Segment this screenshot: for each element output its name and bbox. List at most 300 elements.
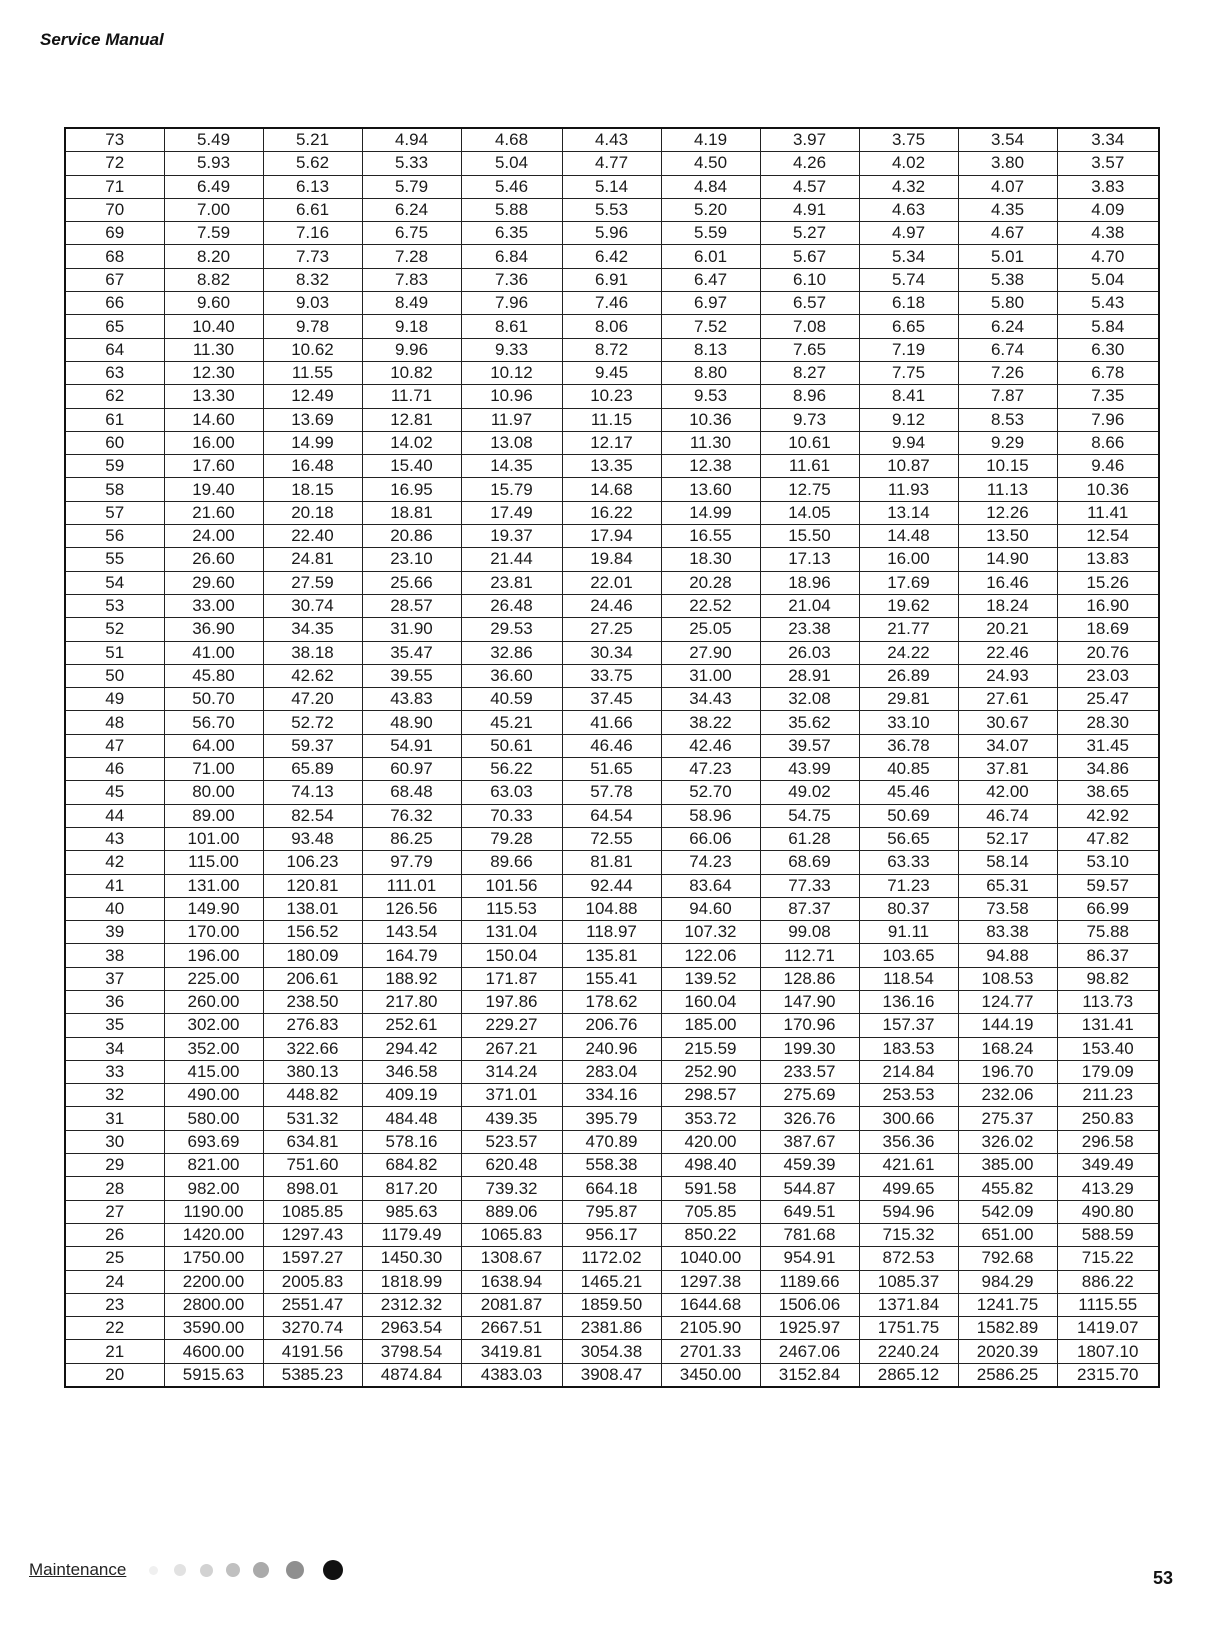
table-cell-value: 352.00	[164, 1037, 263, 1060]
table-cell-value: 544.87	[760, 1177, 859, 1200]
table-row	[65, 1107, 1159, 1130]
table-cell-value: 4.67	[958, 222, 1057, 245]
table-cell-value: 107.32	[661, 921, 760, 944]
table-cell-value: 22.46	[958, 641, 1057, 664]
table-row	[65, 664, 1159, 687]
table-row	[65, 944, 1159, 967]
table-cell-value: 7.75	[859, 361, 958, 384]
table-cell-value: 39.55	[362, 664, 461, 687]
table-cell-value: 27.25	[562, 618, 661, 641]
table-cell-value: 15.50	[760, 525, 859, 548]
table-cell-value: 37.45	[562, 688, 661, 711]
table-row	[65, 548, 1159, 571]
table-cell-value: 1297.43	[263, 1223, 362, 1246]
table-cell-value: 12.17	[562, 431, 661, 454]
table-cell-value: 6.91	[562, 268, 661, 291]
table-cell-value: 124.77	[958, 990, 1057, 1013]
table-cell-value: 17.49	[461, 501, 562, 524]
table-cell-value: 22.01	[562, 571, 661, 594]
table-cell-value: 817.20	[362, 1177, 461, 1200]
table-cell-value: 420.00	[661, 1130, 760, 1153]
table-cell-value: 10.36	[1057, 478, 1159, 501]
table-cell-value: 886.22	[1057, 1270, 1159, 1293]
table-cell-value: 898.01	[263, 1177, 362, 1200]
table-cell-value: 956.17	[562, 1223, 661, 1246]
table-cell-value: 21.04	[760, 594, 859, 617]
table-cell-value: 12.38	[661, 455, 760, 478]
table-cell-value: 4191.56	[263, 1340, 362, 1363]
table-cell-value: 12.81	[362, 408, 461, 431]
table-cell-value: 6.57	[760, 292, 859, 315]
table-cell-value: 283.04	[562, 1060, 661, 1083]
table-cell-value: 4.38	[1057, 222, 1159, 245]
table-cell-value: 387.67	[760, 1130, 859, 1153]
table-cell-value: 27.90	[661, 641, 760, 664]
table-row	[65, 455, 1159, 478]
table-cell-value: 334.16	[562, 1084, 661, 1107]
table-cell-value: 15.40	[362, 455, 461, 478]
table-cell-value: 6.65	[859, 315, 958, 338]
table-cell-value: 115.00	[164, 851, 263, 874]
table-cell-value: 65.31	[958, 874, 1057, 897]
table-cell-value: 63.03	[461, 781, 562, 804]
table-cell-value: 1807.10	[1057, 1340, 1159, 1363]
maintenance-section-link[interactable]: Maintenance	[29, 1560, 127, 1579]
table-cell-temperature: 54	[65, 571, 164, 594]
table-cell-value: 5.74	[859, 268, 958, 291]
table-cell-value: 70.33	[461, 804, 562, 827]
table-cell-value: 144.19	[958, 1014, 1057, 1037]
table-cell-value: 346.58	[362, 1060, 461, 1083]
table-cell-temperature: 57	[65, 501, 164, 524]
table-cell-temperature: 67	[65, 268, 164, 291]
table-cell-value: 5.38	[958, 268, 1057, 291]
table-cell-value: 9.73	[760, 408, 859, 431]
table-cell-value: 86.37	[1057, 944, 1159, 967]
table-row	[65, 525, 1159, 548]
table-cell-value: 484.48	[362, 1107, 461, 1130]
table-cell-value: 58.96	[661, 804, 760, 827]
table-cell-value: 3.57	[1057, 152, 1159, 175]
table-cell-value: 71.23	[859, 874, 958, 897]
table-cell-value: 651.00	[958, 1223, 1057, 1246]
table-cell-value: 1597.27	[263, 1247, 362, 1270]
table-cell-temperature: 72	[65, 152, 164, 175]
progress-dot-icon	[149, 1566, 158, 1575]
table-cell-value: 455.82	[958, 1177, 1057, 1200]
table-cell-value: 12.30	[164, 361, 263, 384]
table-cell-value: 7.59	[164, 222, 263, 245]
table-cell-value: 954.91	[760, 1247, 859, 1270]
table-cell-value: 580.00	[164, 1107, 263, 1130]
table-cell-value: 11.13	[958, 478, 1057, 501]
table-cell-value: 17.94	[562, 525, 661, 548]
table-row	[65, 1177, 1159, 1200]
table-cell-value: 71.00	[164, 758, 263, 781]
table-cell-value: 188.92	[362, 967, 461, 990]
table-cell-value: 7.28	[362, 245, 461, 268]
table-cell-value: 12.26	[958, 501, 1057, 524]
table-cell-temperature: 36	[65, 990, 164, 1013]
table-cell-temperature: 52	[65, 618, 164, 641]
table-cell-value: 31.00	[661, 664, 760, 687]
table-cell-value: 36.90	[164, 618, 263, 641]
table-cell-value: 5.67	[760, 245, 859, 268]
table-cell-value: 18.81	[362, 501, 461, 524]
table-cell-value: 6.47	[661, 268, 760, 291]
table-cell-value: 8.32	[263, 268, 362, 291]
table-cell-value: 591.58	[661, 1177, 760, 1200]
table-cell-value: 199.30	[760, 1037, 859, 1060]
table-cell-value: 715.32	[859, 1223, 958, 1246]
table-cell-value: 24.46	[562, 594, 661, 617]
table-cell-value: 76.32	[362, 804, 461, 827]
table-cell-temperature: 62	[65, 385, 164, 408]
table-cell-value: 715.22	[1057, 1247, 1159, 1270]
table-cell-value: 232.06	[958, 1084, 1057, 1107]
table-cell-value: 179.09	[1057, 1060, 1159, 1083]
table-cell-value: 490.80	[1057, 1200, 1159, 1223]
table-cell-value: 68.48	[362, 781, 461, 804]
table-cell-value: 7.08	[760, 315, 859, 338]
table-cell-value: 9.96	[362, 338, 461, 361]
table-cell-value: 8.13	[661, 338, 760, 361]
table-cell-value: 4.94	[362, 128, 461, 152]
table-cell-value: 3798.54	[362, 1340, 461, 1363]
table-cell-value: 2105.90	[661, 1317, 760, 1340]
table-cell-value: 34.35	[263, 618, 362, 641]
table-cell-value: 211.23	[1057, 1084, 1159, 1107]
table-cell-temperature: 35	[65, 1014, 164, 1037]
table-cell-value: 14.35	[461, 455, 562, 478]
table-cell-value: 23.10	[362, 548, 461, 571]
table-cell-value: 16.22	[562, 501, 661, 524]
table-cell-value: 252.90	[661, 1060, 760, 1083]
table-row	[65, 734, 1159, 757]
table-row	[65, 1340, 1159, 1363]
table-cell-value: 77.33	[760, 874, 859, 897]
table-cell-value: 1582.89	[958, 1317, 1057, 1340]
table-cell-value: 155.41	[562, 967, 661, 990]
table-cell-value: 1420.00	[164, 1223, 263, 1246]
table-cell-value: 11.41	[1057, 501, 1159, 524]
table-row	[65, 1154, 1159, 1177]
table-cell-value: 72.55	[562, 827, 661, 850]
table-cell-value: 29.60	[164, 571, 263, 594]
table-cell-value: 781.68	[760, 1223, 859, 1246]
table-cell-value: 131.41	[1057, 1014, 1159, 1037]
table-cell-value: 5.21	[263, 128, 362, 152]
table-cell-value: 8.61	[461, 315, 562, 338]
table-cell-value: 594.96	[859, 1200, 958, 1223]
table-cell-value: 113.73	[1057, 990, 1159, 1013]
table-cell-value: 38.65	[1057, 781, 1159, 804]
table-cell-value: 120.81	[263, 874, 362, 897]
table-cell-value: 27.61	[958, 688, 1057, 711]
table-cell-value: 4.50	[661, 152, 760, 175]
table-cell-value: 1465.21	[562, 1270, 661, 1293]
table-cell-value: 1241.75	[958, 1293, 1057, 1316]
table-cell-value: 28.57	[362, 594, 461, 617]
table-cell-value: 66.99	[1057, 897, 1159, 920]
page-number: 53	[1153, 1568, 1174, 1588]
table-cell-value: 649.51	[760, 1200, 859, 1223]
table-cell-value: 46.46	[562, 734, 661, 757]
table-cell-value: 7.52	[661, 315, 760, 338]
table-cell-value: 64.00	[164, 734, 263, 757]
table-cell-value: 5.27	[760, 222, 859, 245]
table-cell-value: 4.26	[760, 152, 859, 175]
table-cell-value: 215.59	[661, 1037, 760, 1060]
table-row	[65, 897, 1159, 920]
table-cell-temperature: 41	[65, 874, 164, 897]
table-cell-value: 21.44	[461, 548, 562, 571]
table-cell-value: 326.02	[958, 1130, 1057, 1153]
table-cell-temperature: 44	[65, 804, 164, 827]
table-cell-value: 1065.83	[461, 1223, 562, 1246]
table-cell-value: 395.79	[562, 1107, 661, 1130]
table-cell-temperature: 22	[65, 1317, 164, 1340]
table-cell-value: 171.87	[461, 967, 562, 990]
table-row	[65, 851, 1159, 874]
table-cell-value: 47.23	[661, 758, 760, 781]
table-cell-value: 16.48	[263, 455, 362, 478]
table-cell-value: 42.62	[263, 664, 362, 687]
table-cell-value: 4.57	[760, 175, 859, 198]
table-cell-value: 300.66	[859, 1107, 958, 1130]
table-row	[65, 361, 1159, 384]
table-cell-value: 3419.81	[461, 1340, 562, 1363]
progress-dot-icon	[286, 1561, 304, 1579]
table-cell-value: 16.90	[1057, 594, 1159, 617]
table-cell-value: 41.66	[562, 711, 661, 734]
table-cell-temperature: 21	[65, 1340, 164, 1363]
table-cell-value: 16.46	[958, 571, 1057, 594]
table-cell-value: 9.03	[263, 292, 362, 315]
table-cell-temperature: 20	[65, 1363, 164, 1387]
table-cell-value: 18.24	[958, 594, 1057, 617]
table-cell-value: 68.69	[760, 851, 859, 874]
table-cell-value: 57.78	[562, 781, 661, 804]
table-cell-value: 13.50	[958, 525, 1057, 548]
table-cell-value: 197.86	[461, 990, 562, 1013]
table-cell-value: 10.36	[661, 408, 760, 431]
table-cell-temperature: 48	[65, 711, 164, 734]
table-cell-value: 60.97	[362, 758, 461, 781]
table-row	[65, 268, 1159, 291]
table-cell-value: 14.99	[263, 431, 362, 454]
table-cell-value: 156.52	[263, 921, 362, 944]
table-cell-value: 4.32	[859, 175, 958, 198]
table-cell-temperature: 49	[65, 688, 164, 711]
table-cell-value: 170.00	[164, 921, 263, 944]
table-cell-value: 1818.99	[362, 1270, 461, 1293]
table-cell-value: 14.02	[362, 431, 461, 454]
table-cell-value: 9.46	[1057, 455, 1159, 478]
table-cell-value: 13.30	[164, 385, 263, 408]
table-cell-value: 30.67	[958, 711, 1057, 734]
table-cell-value: 52.70	[661, 781, 760, 804]
table-cell-value: 10.62	[263, 338, 362, 361]
table-cell-value: 42.46	[661, 734, 760, 757]
table-cell-value: 739.32	[461, 1177, 562, 1200]
table-cell-value: 7.00	[164, 198, 263, 221]
table-cell-value: 275.37	[958, 1107, 1057, 1130]
table-row	[65, 967, 1159, 990]
table-cell-value: 40.59	[461, 688, 562, 711]
table-cell-temperature: 53	[65, 594, 164, 617]
table-cell-value: 5.49	[164, 128, 263, 152]
table-cell-value: 80.00	[164, 781, 263, 804]
table-cell-value: 10.15	[958, 455, 1057, 478]
table-row	[65, 711, 1159, 734]
table-cell-value: 872.53	[859, 1247, 958, 1270]
table-row	[65, 990, 1159, 1013]
table-cell-value: 5.53	[562, 198, 661, 221]
table-cell-value: 2667.51	[461, 1317, 562, 1340]
table-cell-value: 302.00	[164, 1014, 263, 1037]
table-cell-value: 43.83	[362, 688, 461, 711]
table-cell-value: 56.70	[164, 711, 263, 734]
table-row	[65, 408, 1159, 431]
table-cell-value: 620.48	[461, 1154, 562, 1177]
table-cell-value: 1308.67	[461, 1247, 562, 1270]
table-cell-value: 6.78	[1057, 361, 1159, 384]
table-cell-value: 8.27	[760, 361, 859, 384]
table-cell-value: 97.79	[362, 851, 461, 874]
table-cell-value: 24.22	[859, 641, 958, 664]
table-cell-value: 634.81	[263, 1130, 362, 1153]
table-cell-value: 32.08	[760, 688, 859, 711]
table-cell-value: 6.30	[1057, 338, 1159, 361]
table-cell-value: 43.99	[760, 758, 859, 781]
table-cell-value: 1450.30	[362, 1247, 461, 1270]
table-cell-value: 296.58	[1057, 1130, 1159, 1153]
table-cell-value: 6.84	[461, 245, 562, 268]
table-cell-temperature: 31	[65, 1107, 164, 1130]
table-cell-value: 5.04	[1057, 268, 1159, 291]
table-cell-value: 14.48	[859, 525, 958, 548]
table-row	[65, 618, 1159, 641]
table-cell-temperature: 28	[65, 1177, 164, 1200]
table-cell-value: 4.02	[859, 152, 958, 175]
table-cell-value: 63.33	[859, 851, 958, 874]
table-cell-value: 108.53	[958, 967, 1057, 990]
table-cell-value: 5.33	[362, 152, 461, 175]
table-cell-value: 9.60	[164, 292, 263, 315]
table-cell-value: 36.60	[461, 664, 562, 687]
table-cell-value: 20.18	[263, 501, 362, 524]
table-cell-value: 439.35	[461, 1107, 562, 1130]
table-cell-value: 8.20	[164, 245, 263, 268]
table-cell-temperature: 70	[65, 198, 164, 221]
table-cell-value: 8.49	[362, 292, 461, 315]
table-cell-value: 87.37	[760, 897, 859, 920]
table-row	[65, 1247, 1159, 1270]
table-cell-value: 49.02	[760, 781, 859, 804]
table-cell-value: 8.06	[562, 315, 661, 338]
table-row	[65, 175, 1159, 198]
table-cell-value: 6.24	[362, 198, 461, 221]
table-cell-value: 13.08	[461, 431, 562, 454]
table-row	[65, 781, 1159, 804]
table-row	[65, 1293, 1159, 1316]
table-cell-temperature: 71	[65, 175, 164, 198]
table-cell-value: 5915.63	[164, 1363, 263, 1387]
table-cell-temperature: 68	[65, 245, 164, 268]
table-row	[65, 152, 1159, 175]
table-cell-value: 14.05	[760, 501, 859, 524]
table-cell-value: 164.79	[362, 944, 461, 967]
table-cell-value: 2081.87	[461, 1293, 562, 1316]
table-cell-value: 523.57	[461, 1130, 562, 1153]
table-cell-value: 6.75	[362, 222, 461, 245]
table-cell-value: 7.36	[461, 268, 562, 291]
table-cell-value: 9.18	[362, 315, 461, 338]
table-cell-value: 531.32	[263, 1107, 362, 1130]
table-cell-temperature: 42	[65, 851, 164, 874]
table-cell-value: 17.13	[760, 548, 859, 571]
table-cell-temperature: 58	[65, 478, 164, 501]
table-cell-value: 94.60	[661, 897, 760, 920]
table-cell-value: 6.13	[263, 175, 362, 198]
table-cell-value: 5.79	[362, 175, 461, 198]
table-cell-value: 8.53	[958, 408, 1057, 431]
table-cell-value: 42.92	[1057, 804, 1159, 827]
table-cell-value: 24.00	[164, 525, 263, 548]
table-cell-value: 1750.00	[164, 1247, 263, 1270]
table-cell-value: 5.96	[562, 222, 661, 245]
table-cell-value: 150.04	[461, 944, 562, 967]
table-cell-value: 86.25	[362, 827, 461, 850]
table-cell-value: 94.88	[958, 944, 1057, 967]
table-cell-value: 18.15	[263, 478, 362, 501]
table-cell-value: 185.00	[661, 1014, 760, 1037]
table-cell-value: 2551.47	[263, 1293, 362, 1316]
table-cell-value: 18.96	[760, 571, 859, 594]
table-cell-value: 4.70	[1057, 245, 1159, 268]
table-cell-value: 7.87	[958, 385, 1057, 408]
table-cell-value: 46.74	[958, 804, 1057, 827]
table-cell-value: 7.96	[1057, 408, 1159, 431]
table-cell-temperature: 40	[65, 897, 164, 920]
table-cell-value: 2701.33	[661, 1340, 760, 1363]
page-header-title: Service Manual	[40, 30, 164, 49]
table-cell-value: 15.79	[461, 478, 562, 501]
table-cell-value: 12.75	[760, 478, 859, 501]
table-cell-value: 20.76	[1057, 641, 1159, 664]
table-cell-value: 58.14	[958, 851, 1057, 874]
table-row	[65, 1270, 1159, 1293]
table-cell-value: 260.00	[164, 990, 263, 1013]
table-cell-value: 128.86	[760, 967, 859, 990]
progress-dot-icon	[226, 1563, 240, 1577]
table-cell-value: 98.82	[1057, 967, 1159, 990]
table-cell-value: 11.55	[263, 361, 362, 384]
table-cell-value: 104.88	[562, 897, 661, 920]
table-cell-value: 73.58	[958, 897, 1057, 920]
table-row	[65, 1037, 1159, 1060]
table-cell-value: 7.65	[760, 338, 859, 361]
table-cell-value: 26.89	[859, 664, 958, 687]
table-row	[65, 1200, 1159, 1223]
table-cell-value: 54.91	[362, 734, 461, 757]
table-cell-value: 6.49	[164, 175, 263, 198]
table-cell-value: 8.96	[760, 385, 859, 408]
table-row	[65, 338, 1159, 361]
table-cell-value: 8.41	[859, 385, 958, 408]
table-cell-value: 13.14	[859, 501, 958, 524]
